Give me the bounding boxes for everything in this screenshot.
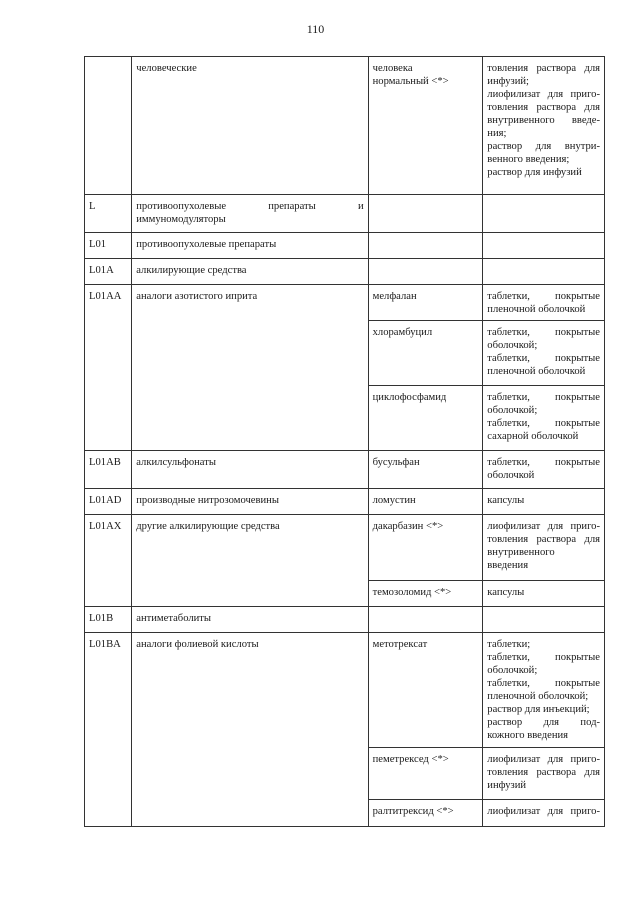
table-row xyxy=(85,489,605,515)
table-row xyxy=(85,57,605,195)
drug-name-cell: ломустин xyxy=(368,489,483,515)
form-line: оболочкой; xyxy=(487,340,538,351)
form-line: лиофилизат для приго- xyxy=(487,521,600,532)
drug-name-cell xyxy=(368,195,483,233)
dosage-form-cell xyxy=(483,195,605,233)
drug-name-line: человека xyxy=(372,63,413,74)
atc-code-cell: L01AD xyxy=(85,489,132,515)
dosage-form-cell xyxy=(483,285,605,321)
form-line: пленочной оболочкой; xyxy=(487,691,589,702)
form-line: таблетки; xyxy=(487,639,531,650)
form-line: сахарной оболочкой xyxy=(487,431,579,442)
group-cell xyxy=(132,195,368,233)
group-cell: противоопухолевые препараты xyxy=(132,233,368,259)
group-cell: аналоги фолиевой кислоты xyxy=(132,633,368,827)
drug-name-cell: хлорамбуцил xyxy=(368,321,483,386)
group-cell: антиметаболиты xyxy=(132,607,368,633)
dosage-form-cell xyxy=(483,451,605,489)
dosage-form-cell xyxy=(483,800,605,827)
dosage-form-cell xyxy=(483,633,605,748)
drug-name-cell xyxy=(368,259,483,285)
drug-name-cell xyxy=(368,607,483,633)
group-cell: алкилирующие средства xyxy=(132,259,368,285)
form-line: оболочкой xyxy=(487,470,535,481)
drug-name-cell: бусульфан xyxy=(368,451,483,489)
dosage-form-cell: капсулы xyxy=(483,489,605,515)
page-number: 110 xyxy=(306,22,325,36)
form-line: таблетки, покрытые xyxy=(487,678,600,689)
table-row xyxy=(85,285,605,321)
atc-code-cell: L01B xyxy=(85,607,132,633)
table-row xyxy=(85,607,605,633)
form-line: товления раствора для xyxy=(487,102,600,113)
dosage-form-cell xyxy=(483,515,605,581)
form-line: введения xyxy=(487,560,529,571)
group-cell: аналоги азотистого иприта xyxy=(132,285,368,451)
form-line: ния; xyxy=(487,128,507,139)
form-line: пленочной оболочкой xyxy=(487,366,586,377)
atc-code-cell: L01 xyxy=(85,233,132,259)
atc-code-cell: L01BA xyxy=(85,633,132,827)
group-cell: другие алкилирующие средства xyxy=(132,515,368,607)
form-line: таблетки, покрытые xyxy=(487,327,600,338)
table-row xyxy=(85,259,605,285)
form-line: инфузий xyxy=(487,780,527,791)
drug-name-cell xyxy=(368,57,483,195)
form-line: таблетки, покрытые xyxy=(487,392,600,403)
group-cell: производные нитрозомочевины xyxy=(132,489,368,515)
form-line: внутривенного введе- xyxy=(487,115,600,126)
form-line: таблетки, покрытые xyxy=(487,291,600,302)
drug-name-cell: дакарбазин <*> xyxy=(368,515,483,581)
dosage-form-cell xyxy=(483,321,605,386)
drug-name-cell: темозоломид <*> xyxy=(368,581,483,607)
drug-name-cell: циклофосфамид xyxy=(368,386,483,451)
drug-name-cell: метотрексат xyxy=(368,633,483,748)
dosage-form-cell xyxy=(483,386,605,451)
form-line: таблетки, покрытые xyxy=(487,353,600,364)
form-line: венного введения; xyxy=(487,154,570,165)
form-line: товления раствора для xyxy=(487,767,600,778)
form-line: кожного введения xyxy=(487,730,569,741)
table-row xyxy=(85,451,605,489)
form-line: инфузий; xyxy=(487,76,529,87)
drug-name-cell: ралтитрексид <*> xyxy=(368,800,483,827)
drug-name-cell: пеметрексед <*> xyxy=(368,748,483,800)
atc-code-cell: L01AB xyxy=(85,451,132,489)
table-row xyxy=(85,233,605,259)
form-line: таблетки, покрытые xyxy=(487,418,600,429)
group-line: иммуномодуляторы xyxy=(136,214,226,225)
table-row xyxy=(85,633,605,748)
atc-code-cell xyxy=(85,57,132,195)
form-line: раствор для инфузий xyxy=(487,167,582,178)
form-line: таблетки, покрытые xyxy=(487,457,600,468)
form-line: оболочкой; xyxy=(487,665,538,676)
group-cell: алкилсульфонаты xyxy=(132,451,368,489)
group-cell: человеческие xyxy=(132,57,368,195)
atc-code-cell: L xyxy=(85,195,132,233)
table-row xyxy=(85,515,605,581)
drug-name-cell: мелфалан xyxy=(368,285,483,321)
drug-name-line: нормальный <*> xyxy=(372,76,449,87)
dosage-form-cell xyxy=(483,748,605,800)
dosage-form-cell xyxy=(483,57,605,195)
form-line: раствор для под- xyxy=(487,717,600,728)
form-line: раствор для внутри- xyxy=(487,141,600,152)
dosage-form-cell xyxy=(483,233,605,259)
form-line: лиофилизат для приго- xyxy=(487,89,600,100)
atc-code-cell: L01A xyxy=(85,259,132,285)
dosage-form-cell xyxy=(483,607,605,633)
form-line: внутривенного xyxy=(487,547,555,558)
form-line: таблетки, покрытые xyxy=(487,652,600,663)
dosage-form-cell: капсулы xyxy=(483,581,605,607)
form-line: пленочной оболочкой xyxy=(487,304,586,315)
drug-name-cell xyxy=(368,233,483,259)
atc-code-cell: L01AX xyxy=(85,515,132,607)
atc-code-cell: L01AA xyxy=(85,285,132,451)
form-line: раствор для инъекций; xyxy=(487,704,590,715)
form-line: оболочкой; xyxy=(487,405,538,416)
form-line: лиофилизат для приго- xyxy=(487,806,600,817)
form-line: лиофилизат для приго- xyxy=(487,754,600,765)
dosage-form-cell xyxy=(483,259,605,285)
drug-table xyxy=(84,56,605,827)
form-line: товления раствора для xyxy=(487,63,600,74)
table-row xyxy=(85,195,605,233)
group-line: противоопухолевые препараты и xyxy=(136,201,364,212)
form-line: товления раствора для xyxy=(487,534,600,545)
